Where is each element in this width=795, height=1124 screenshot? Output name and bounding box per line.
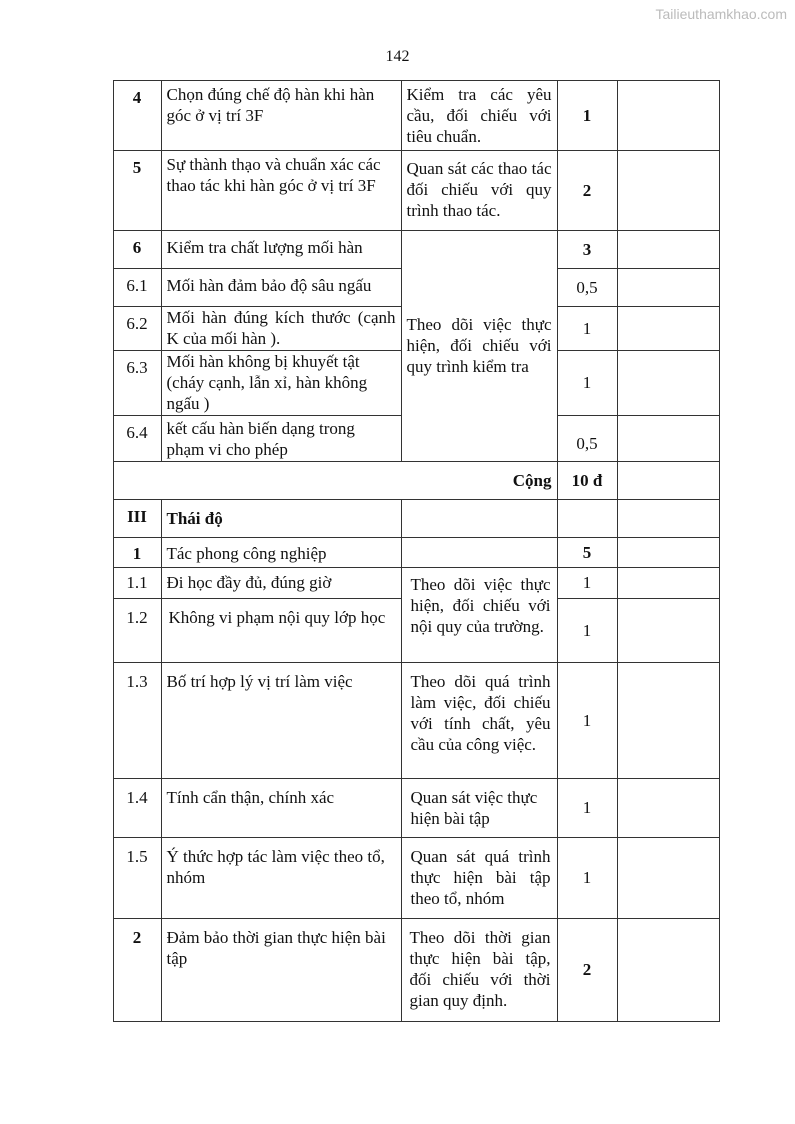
row-no: 6.1 <box>113 268 162 307</box>
row-content: Đảm bảo thời gian thực hiện bài tập <box>161 918 402 1022</box>
total-label: Cộng <box>113 461 558 500</box>
row-no: 5 <box>113 150 162 231</box>
row-score: 1 <box>557 567 618 599</box>
row-note <box>617 150 720 231</box>
row-note <box>617 268 720 307</box>
row-score: 0,5 <box>557 268 618 307</box>
row-no: 1 <box>113 537 162 568</box>
row-no: 1.3 <box>113 662 162 779</box>
row-no: 2 <box>113 918 162 1022</box>
row-method: Theo dõi thời gian thực hiện bài tập, đối chiếu với thời gian quy định. <box>401 918 558 1022</box>
row-no: 6.4 <box>113 415 162 462</box>
row-score <box>557 499 618 538</box>
row-method <box>401 499 558 538</box>
row-score: 1 <box>557 80 618 151</box>
row-note <box>617 415 720 462</box>
row-score: 1 <box>557 778 618 838</box>
row-content: Mối hàn đúng kích thước (cạnh K của mối hàn ). <box>161 306 402 351</box>
row-no: 6.3 <box>113 350 162 416</box>
row-note <box>617 918 720 1022</box>
row-score: 0,5 <box>557 415 618 462</box>
row-content: Bố trí hợp lý vị trí làm việc <box>161 662 402 779</box>
row-method: Theo dõi quá trình làm việc, đối chiếu với tính chất, yêu cầu của công việc. <box>401 662 558 779</box>
row-method: Quan sát quá trình thực hiện bài tập theo tổ, nhóm <box>401 837 558 919</box>
row-method: Kiểm tra các yêu cầu, đối chiếu với tiêu chuẩn. <box>401 80 558 151</box>
row-content: Mối hàn đảm bảo độ sâu ngấu <box>161 268 402 307</box>
row-no: 1.2 <box>113 598 162 663</box>
row-score: 1 <box>557 306 618 351</box>
row-content: Chọn đúng chế độ hàn khi hàn góc ở vị trí 3F <box>161 80 402 151</box>
row-note <box>617 350 720 416</box>
row-content: Ý thức hợp tác làm việc theo tổ, nhóm <box>161 837 402 919</box>
group-method: Theo dõi việc thực hiện, đối chiếu với nội quy của trường. <box>401 567 558 663</box>
row-note <box>617 567 720 599</box>
row-note <box>617 778 720 838</box>
row-score: 1 <box>557 662 618 779</box>
row-note <box>617 837 720 919</box>
section-title: Thái độ <box>161 499 402 538</box>
section-no: III <box>113 499 162 538</box>
row-content: Tính cẩn thận, chính xác <box>161 778 402 838</box>
row-no: 1.1 <box>113 567 162 599</box>
row-score: 5 <box>557 537 618 568</box>
row-no: 6 <box>113 230 162 269</box>
row-score: 1 <box>557 837 618 919</box>
row-content: Kiểm tra chất lượng mối hàn <box>161 230 402 269</box>
row-content: Không vi phạm nội quy lớp học <box>161 598 402 663</box>
row-content: Tác phong công nghiệp <box>161 537 402 568</box>
row-method <box>401 537 558 568</box>
row-note <box>617 662 720 779</box>
watermark: Tailieuthamkhao.com <box>655 6 787 22</box>
row-no: 6.2 <box>113 306 162 351</box>
total-score: 10 đ <box>557 461 618 500</box>
row-no: 1.5 <box>113 837 162 919</box>
row-content: kết cấu hàn biến dạng trong phạm vi cho phép <box>161 415 402 462</box>
row-content: Mối hàn không bị khuyết tật (cháy cạnh, lẫn xỉ, hàn không ngấu ) <box>161 350 402 416</box>
group-method: Theo dõi việc thực hiện, đối chiếu với quy trình kiểm tra <box>401 230 558 462</box>
row-no: 4 <box>113 80 162 151</box>
row-method: Quan sát việc thực hiện bài tập <box>401 778 558 838</box>
row-note <box>617 306 720 351</box>
page-number: 142 <box>385 48 410 65</box>
row-content: Sự thành thạo và chuẩn xác các thao tác khi hàn góc ở vị trí 3F <box>161 150 402 231</box>
row-note <box>617 598 720 663</box>
row-score: 1 <box>557 598 618 663</box>
row-note <box>617 461 720 500</box>
row-content: Đi học đầy đủ, đúng giờ <box>161 567 402 599</box>
row-score: 2 <box>557 918 618 1022</box>
row-score: 1 <box>557 350 618 416</box>
row-note <box>617 537 720 568</box>
row-method: Quan sát các thao tác đối chiếu với quy trình thao tác. <box>401 150 558 231</box>
row-note <box>617 499 720 538</box>
row-score: 2 <box>557 150 618 231</box>
row-no: 1.4 <box>113 778 162 838</box>
row-note <box>617 230 720 269</box>
row-note <box>617 80 720 151</box>
row-score: 3 <box>557 230 618 269</box>
